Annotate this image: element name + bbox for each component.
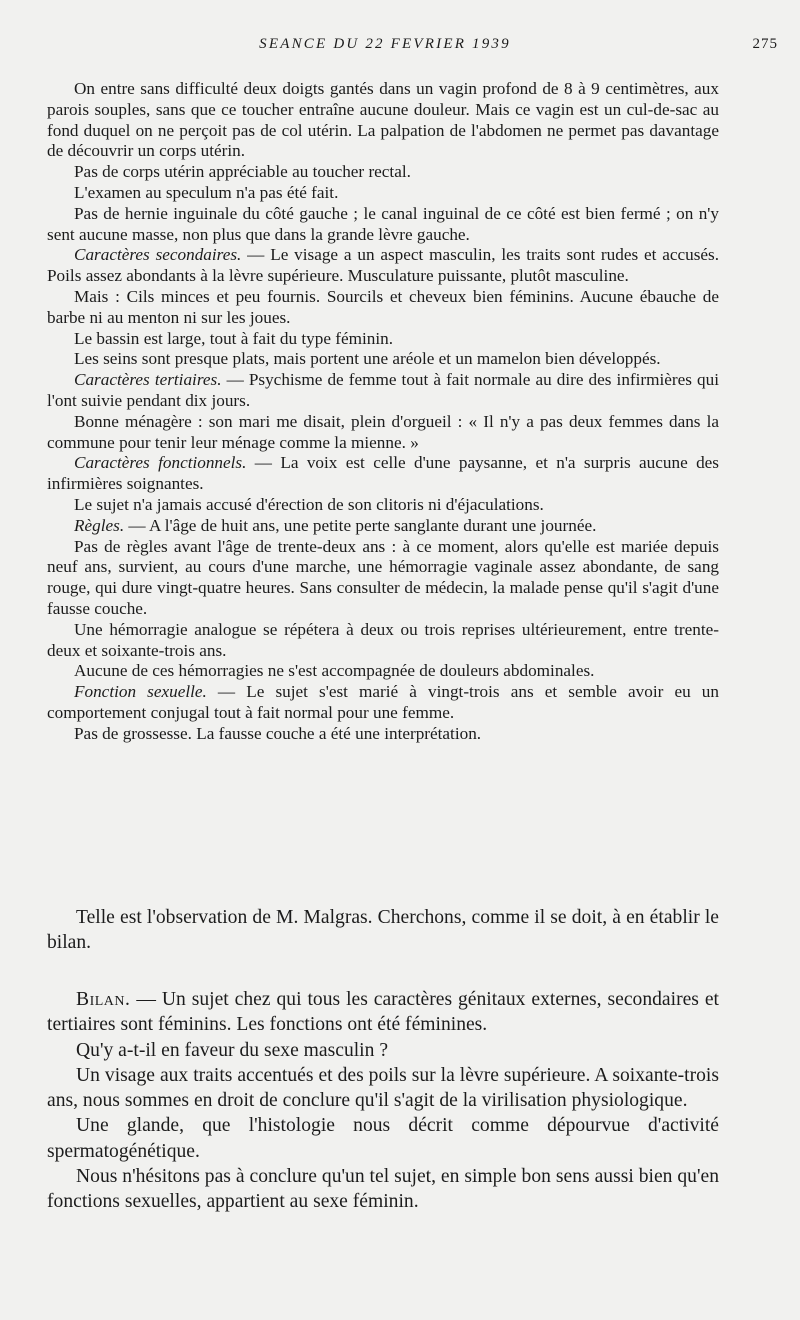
paragraph: Bonne ménagère : son mari me disait, plein d'orgueil : « Il n'y a pas deux femmes dans la commune pour tenir leur ménage comme la mienne. »: [47, 411, 719, 452]
paragraph: Les seins sont presque plats, mais portent une aréole et un mamelon bien développés.: [74, 349, 661, 369]
section-label: Règles.: [74, 515, 125, 535]
paragraph: Mais : Cils minces et peu fournis. Sourcils et cheveux bien féminins. Aucune ébauche de barbe ni au menton ni sur les joues.: [47, 286, 719, 327]
paragraph: Un visage aux traits accentués et des poils sur la lèvre supérieure. A soixante-trois ans, nous sommes en droit de conclure qu'il s'agit de la virilisation physiologique.: [47, 1064, 719, 1112]
paragraph-text: — La voix est celle d'une paysanne, et n'a surpris aucune des infirmières soignantes.: [47, 453, 719, 494]
running-header: [0, 36, 800, 58]
paragraph: [47, 453, 719, 495]
paragraph: Une glande, que l'histologie nous décrit comme dépourvue d'activité spermatogénétique.: [47, 1115, 719, 1162]
paragraph: [47, 987, 719, 1038]
paragraph-text: — A l'âge de huit ans, une petite perte sanglante durant une journée.: [124, 515, 597, 535]
paragraph: L'examen au speculum n'a pas été fait.: [74, 182, 339, 202]
paragraph: Aucune de ces hémorragies ne s'est accompagnée de douleurs abdominales.: [74, 661, 595, 681]
paragraph: [47, 516, 719, 537]
section-label: Caractères tertiaires.: [74, 370, 222, 390]
section-label: Fonction sexuelle.: [74, 682, 207, 702]
paragraph: Pas de grossesse. La fausse couche a été une interprétation.: [74, 723, 482, 743]
paragraph: Le bassin est large, tout à fait du type féminin.: [74, 328, 394, 348]
paragraph: Pas de corps utérin appréciable au toucher rectal.: [74, 162, 411, 182]
paragraph-text: — Un sujet chez qui tous les caractères génitaux externes, secondaires et tertiaires sont féminins. Les fonctions ont été féminines.: [47, 989, 719, 1036]
paragraph: [47, 245, 719, 287]
paragraph: Le sujet n'a jamais accusé d'érection de son clitoris ni d'éjaculations.: [74, 494, 544, 514]
running-title: SEANCE DU 22 FEVRIER 1939: [259, 36, 511, 52]
paragraph: Qu'y a-t-il en faveur du sexe masculin ?: [76, 1039, 389, 1061]
bilan-section: [47, 987, 719, 1215]
paragraph: Nous n'hésitons pas à conclure qu'un tel sujet, en simple bon sens aussi bien qu'en fonctions sexuelles, appartient au sexe féminin.: [47, 1166, 719, 1213]
page-number: 275: [752, 36, 778, 52]
conclusion-text: [47, 905, 719, 956]
paragraph-text: — Le visage a un aspect masculin, les traits sont rudes et accusés. Poils assez abondants à la lèvre supérieure. Musculature puissante, plutôt masculine.: [47, 245, 719, 286]
paragraph: Telle est l'observation de M. Malgras. Cherchons, comme il se doit, à en établir le bilan.: [47, 907, 719, 954]
paragraph: On entre sans difficulté deux doigts gantés dans un vagin profond de 8 à 9 centimètres, aux parois souples, sans que ce toucher entraîne aucune douleur. Mais ce vagin est un cul-de-sac au fond duquel on ne perçoit pas de col utérin. La palpation de l'abdomen ne permet pas davantage de découvrir un corps utérin.: [47, 79, 719, 161]
paragraph: [47, 682, 719, 724]
paragraph-text: — Psychisme de femme tout à fait normale au dire des infirmières qui l'ont suivie pendant dix jours.: [47, 370, 719, 410]
paragraph: Pas de hernie inguinale du côté gauche ; le canal inguinal de ce côté est bien fermé ; on n'y sent aucune masse, non plus que dans la grande lèvre gauche.: [47, 203, 719, 244]
paragraph: [47, 370, 719, 412]
observation-text: [47, 79, 719, 745]
section-label: Caractères secondaires.: [74, 245, 242, 265]
paragraph: Une hémorragie analogue se répétera à deux ou trois reprises ultérieurement, entre trente-deux et soixante-trois ans.: [47, 619, 719, 660]
paragraph: Pas de règles avant l'âge de trente-deux ans : à ce moment, alors qu'elle est mariée depuis neuf ans, survient, au cours d'une marche, une hémorragie vaginale assez abondante, de sang rouge, qui dure vingt-quatre heures. Sans consulter de médecin, la malade pense qu'il s'agit d'une fausse couche.: [47, 536, 719, 618]
section-label: Caractères fonctionnels.: [74, 453, 247, 473]
paragraph-text: — Le sujet s'est marié à vingt-trois ans et semble avoir eu un comportement conjugal tout à fait normal pour une femme.: [47, 682, 719, 722]
section-label: Bilan.: [76, 989, 131, 1010]
